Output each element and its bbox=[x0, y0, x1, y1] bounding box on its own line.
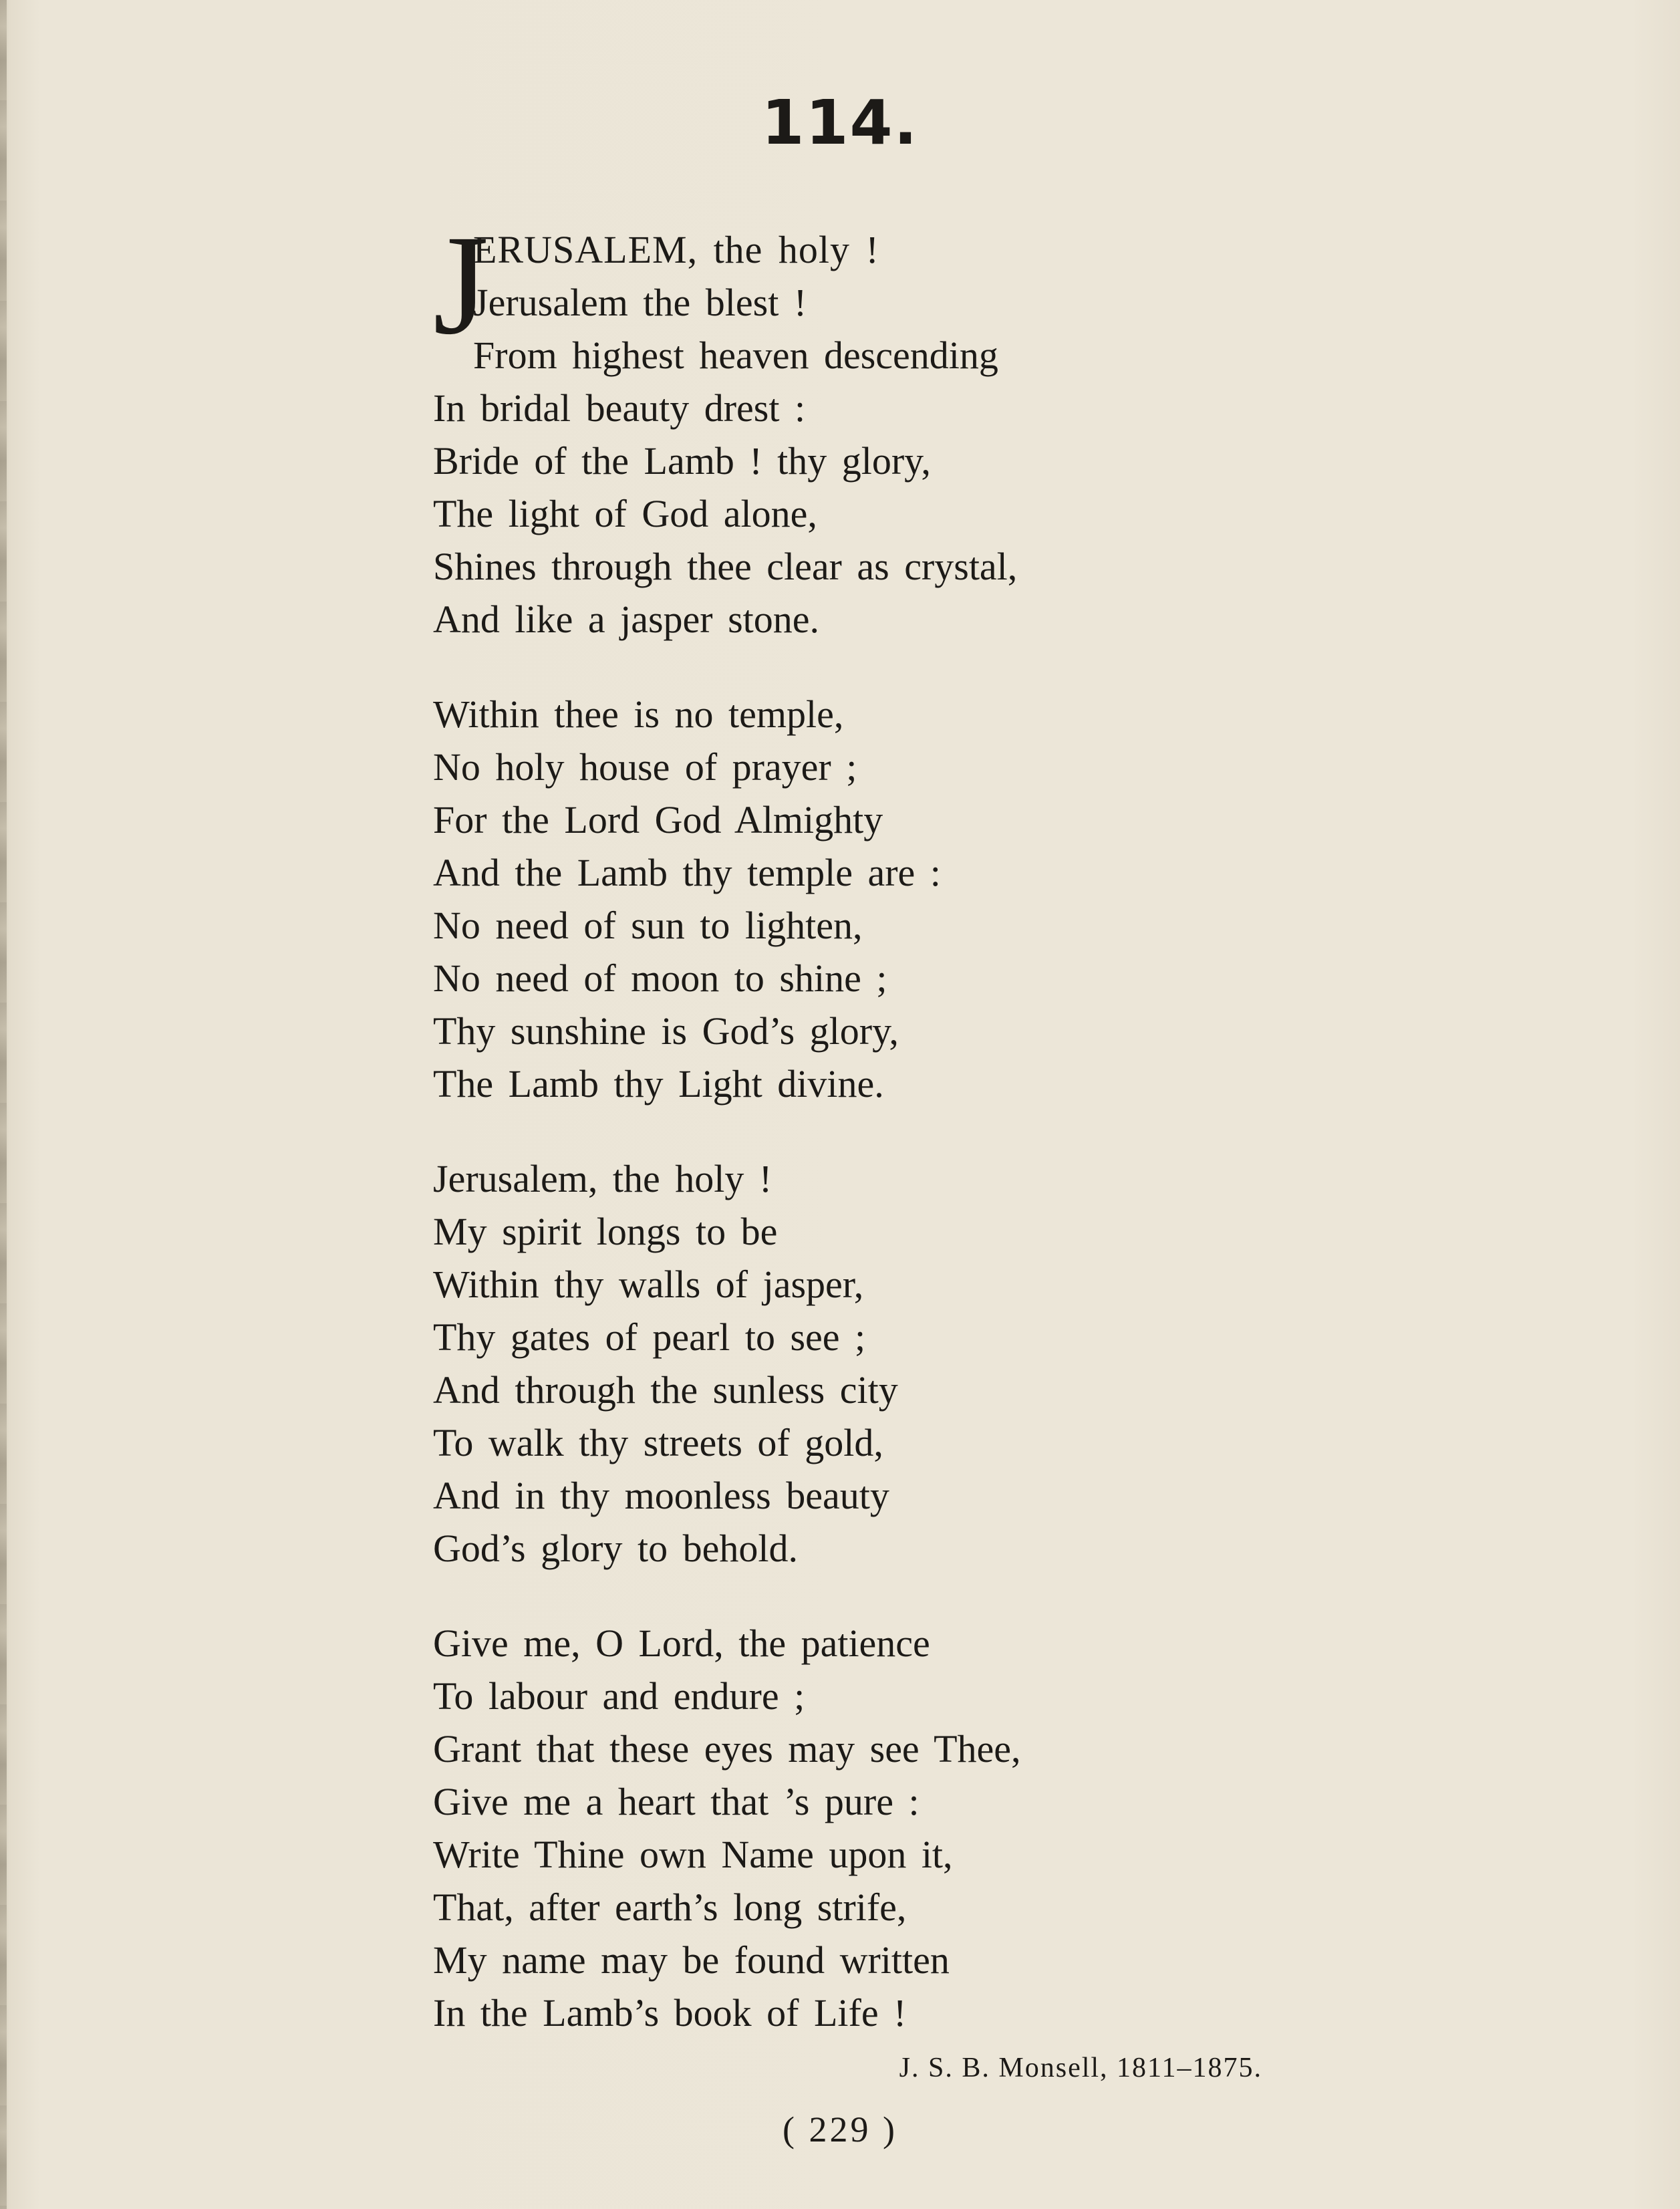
poem-line: Shines through thee clear as crystal, bbox=[433, 545, 1018, 588]
poem-line: God’s glory to behold. bbox=[433, 1527, 798, 1570]
stanza-3 bbox=[433, 1152, 1636, 1575]
poem-line: My name may be found written bbox=[433, 1938, 950, 1982]
poem-line: No need of moon to shine ; bbox=[433, 956, 887, 1000]
stanza-2 bbox=[433, 688, 1636, 1110]
poem-line: Give me, O Lord, the patience bbox=[433, 1621, 930, 1665]
hymn-text bbox=[433, 206, 1636, 2039]
poem-line: From highest heaven descending bbox=[473, 334, 998, 377]
poem-line: In the Lamb’s book of Life ! bbox=[433, 1991, 907, 2035]
poem-line: In bridal beauty drest : bbox=[433, 386, 806, 430]
poem-line: Jerusalem, the holy ! bbox=[433, 1157, 773, 1200]
poem-line: Bride of the Lamb ! thy glory, bbox=[433, 439, 931, 483]
poem-line: Within thee is no temple, bbox=[433, 692, 844, 736]
poem-line: My spirit longs to be bbox=[433, 1210, 778, 1253]
poem-line: Jerusalem the blest ! bbox=[473, 281, 807, 324]
poem-line: Thy sunshine is God’s glory, bbox=[433, 1009, 899, 1053]
poem-line: Thy gates of pearl to see ; bbox=[433, 1315, 866, 1359]
poem-line: To walk thy streets of gold, bbox=[433, 1421, 883, 1464]
poem-line: And the Lamb thy temple are : bbox=[433, 851, 941, 894]
poem-line: Write Thine own Name upon it, bbox=[433, 1833, 953, 1876]
poem-line: The light of God alone, bbox=[433, 492, 817, 535]
author-attribution: J. S. B. Monsell, 1811–1875. bbox=[899, 2053, 1262, 2083]
poem-line: No need of sun to lighten, bbox=[433, 904, 863, 947]
page-number: ( 229 ) bbox=[783, 2109, 897, 2150]
poem-line: To labour and endure ; bbox=[433, 1674, 805, 1718]
poem-line: ERUSALEM, the holy ! bbox=[473, 228, 879, 271]
drop-cap-letter: J bbox=[433, 206, 489, 364]
poem-line: The Lamb thy Light divine. bbox=[433, 1062, 884, 1106]
poem-line: And in thy moonless beauty bbox=[433, 1474, 889, 1517]
poem-line: And like a jasper stone. bbox=[433, 598, 820, 641]
stanza-1 bbox=[433, 206, 1636, 646]
poem-line: For the Lord God Almighty bbox=[433, 798, 883, 841]
poem-line: And through the sunless city bbox=[433, 1368, 898, 1412]
hymn-number: 114. bbox=[761, 87, 919, 158]
poem-line: Within thy walls of jasper, bbox=[433, 1263, 864, 1306]
poem-line: Grant that these eyes may see Thee, bbox=[433, 1727, 1021, 1771]
poem-line: No holy house of prayer ; bbox=[433, 745, 857, 789]
book-spine-edge bbox=[0, 0, 7, 2209]
poem-line: That, after earth’s long strife, bbox=[433, 1886, 907, 1929]
stanza-4 bbox=[433, 1617, 1636, 2039]
poem-line: Give me a heart that ’s pure : bbox=[433, 1780, 920, 1823]
